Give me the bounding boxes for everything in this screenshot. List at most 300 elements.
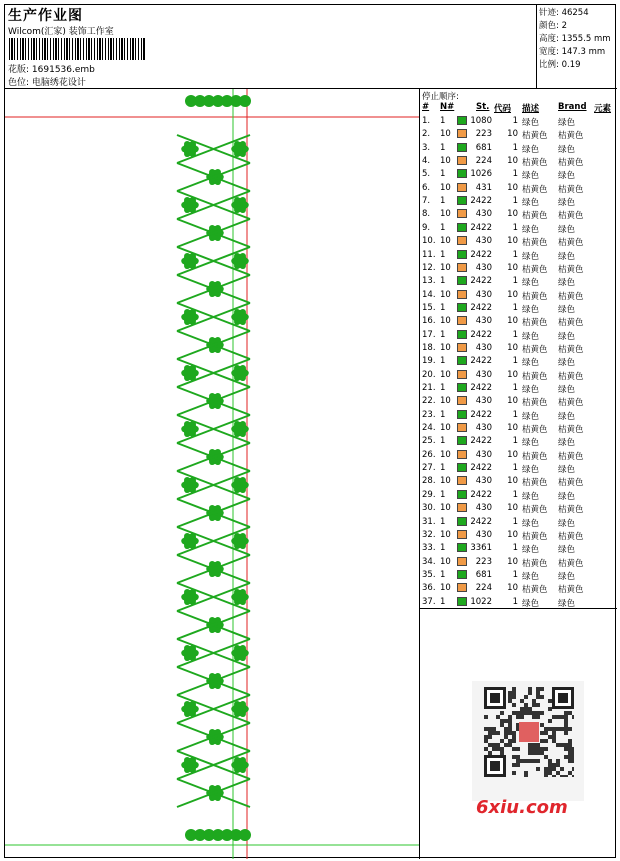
qr-module: [552, 727, 556, 731]
qr-module: [524, 695, 528, 699]
qr-module: [564, 723, 568, 727]
qr-module: [492, 747, 496, 751]
cell-desc: 绿色: [522, 198, 540, 209]
cell-code: 1: [512, 596, 518, 607]
color-swatch: [457, 263, 467, 272]
qr-module: [536, 711, 540, 715]
qr-module: [484, 727, 488, 731]
qr-module: [564, 755, 568, 759]
cell-n: 10: [440, 236, 451, 247]
stat-scale: 比例: 0.19: [539, 60, 581, 70]
cell-desc: 绿色: [522, 251, 540, 262]
stop-sequence-table: [420, 89, 617, 609]
qr-module: [512, 711, 516, 715]
cell-idx: 10.: [422, 236, 436, 247]
cell-idx: 36.: [422, 583, 436, 594]
cell-desc: 桔黄色: [522, 425, 548, 436]
cell-brand: 桔黄色: [558, 264, 584, 275]
qr-module: [508, 727, 512, 731]
cell-st: 2422: [470, 222, 492, 233]
cell-st: 2422: [470, 249, 492, 260]
rosette-petal: [184, 365, 190, 371]
qr-module: [536, 715, 540, 719]
qr-module: [496, 743, 500, 747]
rosette-petal: [184, 477, 190, 483]
rosette-petal: [234, 197, 240, 203]
qr-module: [516, 747, 520, 751]
cell-idx: 22.: [422, 396, 436, 407]
cell-brand: 绿色: [558, 118, 576, 128]
qr-module: [516, 763, 520, 767]
col-idx: #: [422, 102, 430, 112]
qr-module: [528, 687, 532, 691]
cell-code: 1: [512, 516, 518, 527]
cell-n: 1: [440, 116, 446, 126]
table-row: [420, 502, 617, 515]
rosette-petal: [234, 477, 240, 483]
qr-module: [548, 735, 552, 739]
qr-module: [512, 755, 516, 759]
col-brand: Brand: [558, 102, 587, 112]
qr-module: [532, 751, 536, 755]
qr-module: [512, 687, 516, 691]
qr-module: [500, 711, 504, 715]
qr-module: [556, 763, 560, 767]
rosette-petal: [184, 589, 190, 595]
table-row: [420, 382, 617, 395]
cell-code: 10: [507, 423, 518, 434]
table-row: [420, 489, 617, 502]
qr-module: [536, 703, 540, 707]
cell-code: 1: [512, 302, 518, 313]
table-row: [420, 249, 617, 262]
qr-module: [512, 763, 516, 767]
rosette-petal: [184, 757, 190, 763]
cell-code: 1: [512, 409, 518, 420]
color-swatch: [457, 343, 467, 352]
border-scallop: [239, 829, 251, 841]
color-swatch: [457, 543, 467, 552]
qr-module: [528, 711, 532, 715]
cell-st: 430: [475, 503, 492, 514]
cell-n: 10: [440, 529, 451, 540]
cell-idx: 32.: [422, 529, 436, 540]
cell-st: 2422: [470, 356, 492, 367]
qr-module: [488, 727, 492, 731]
table-row: [420, 302, 617, 315]
cell-code: 10: [507, 449, 518, 460]
qr-module: [520, 715, 524, 719]
qr-module: [484, 715, 488, 719]
qr-module: [504, 743, 508, 747]
cell-st: 1022: [470, 596, 492, 607]
qr-module: [536, 743, 540, 747]
cell-code: 1: [512, 116, 518, 126]
cell-st: 2422: [470, 329, 492, 340]
rosette-petal: [234, 421, 240, 427]
cell-n: 1: [440, 516, 446, 527]
cell-st: 430: [475, 449, 492, 460]
color-swatch: [457, 223, 467, 232]
rosette-petal: [240, 431, 246, 437]
border-scallop: [239, 95, 251, 107]
stat-height: 高度: 1355.5 mm: [539, 34, 611, 44]
qr-module: [500, 751, 504, 755]
qr-module: [552, 763, 556, 767]
qr-module: [492, 731, 496, 735]
cell-brand: 桔黄色: [558, 478, 584, 489]
qr-module: [536, 747, 540, 751]
qr-module: [528, 747, 532, 751]
cell-n: 1: [440, 596, 446, 607]
qr-module: [544, 771, 548, 775]
cell-st: 3361: [470, 543, 492, 554]
cell-n: 10: [440, 423, 451, 434]
cell-desc: 桔黄色: [522, 211, 548, 222]
pattern-label: 花版:: [8, 65, 30, 75]
table-row: [420, 516, 617, 529]
cell-idx: 17.: [422, 329, 436, 340]
cell-code: 10: [507, 369, 518, 380]
cell-idx: 24.: [422, 423, 436, 434]
qr-module: [512, 703, 516, 707]
cell-desc: 绿色: [522, 438, 540, 449]
rosette-petal: [240, 421, 246, 427]
cell-st: 223: [475, 129, 492, 140]
qr-module: [540, 747, 544, 751]
cell-brand: 绿色: [558, 251, 576, 262]
cell-desc: 桔黄色: [522, 451, 548, 462]
cell-brand: 绿色: [558, 438, 576, 449]
qr-module: [544, 727, 548, 731]
cell-n: 10: [440, 556, 451, 567]
cell-desc: 桔黄色: [522, 478, 548, 489]
cell-n: 10: [440, 342, 451, 353]
cell-brand: 桔黄色: [558, 505, 584, 516]
color-swatch: [457, 490, 467, 499]
rosette-petal: [240, 645, 246, 651]
qr-module: [560, 775, 564, 777]
cell-idx: 16.: [422, 316, 436, 327]
color-swatch: [457, 436, 467, 445]
table-row: [420, 235, 617, 248]
cell-st: 2422: [470, 409, 492, 420]
qr-module: [496, 747, 500, 751]
table-row: [420, 355, 617, 368]
qr-module: [508, 743, 512, 747]
cell-brand: 绿色: [558, 491, 576, 502]
cell-st: 223: [475, 556, 492, 567]
qr-module: [568, 771, 572, 775]
rosette-petal: [240, 263, 246, 269]
cell-st: 430: [475, 316, 492, 327]
cell-desc: 绿色: [522, 224, 540, 235]
rosette-petal: [209, 225, 215, 231]
cell-st: 430: [475, 236, 492, 247]
cell-n: 10: [440, 129, 451, 140]
stat-width: 宽度: 147.3 mm: [539, 47, 606, 57]
rosette-petal: [209, 617, 215, 623]
table-row: [420, 556, 617, 569]
cell-n: 1: [440, 463, 446, 474]
cell-code: 10: [507, 236, 518, 247]
qr-module: [532, 703, 536, 707]
cell-code: 1: [512, 489, 518, 500]
rosette-petal: [234, 309, 240, 315]
embroidery-pattern-drawing: [5, 89, 420, 859]
table-row: [420, 529, 617, 542]
qr-module: [528, 707, 532, 711]
cell-code: 1: [512, 543, 518, 554]
cell-code: 10: [507, 289, 518, 300]
table-row: [420, 182, 617, 195]
qr-module: [532, 711, 536, 715]
cell-st: 430: [475, 369, 492, 380]
qr-module: [564, 747, 568, 751]
cell-st: 430: [475, 529, 492, 540]
table-row: [420, 369, 617, 382]
qr-module: [488, 735, 492, 739]
cell-brand: 桔黄色: [558, 211, 584, 222]
cell-idx: 37.: [422, 596, 436, 607]
qr-module: [492, 743, 496, 747]
qr-module: [524, 703, 528, 707]
cell-idx: 1.: [422, 116, 431, 126]
cell-st: 430: [475, 423, 492, 434]
color-swatch: [457, 597, 467, 606]
cell-st: 430: [475, 209, 492, 220]
cell-n: 1: [440, 222, 446, 233]
table-row: [420, 155, 617, 168]
brand-logo: 6xiu.com: [476, 797, 568, 818]
table-row: [420, 569, 617, 582]
qr-module: [572, 715, 574, 719]
color-swatch: [457, 183, 467, 192]
qr-module: [572, 759, 574, 763]
qr-module: [548, 771, 552, 775]
cell-n: 1: [440, 569, 446, 580]
qr-module: [508, 691, 512, 695]
color-swatch: [457, 169, 467, 178]
table-row: [420, 208, 617, 221]
qr-module: [556, 743, 560, 747]
qr-module: [496, 715, 500, 719]
color-swatch: [457, 209, 467, 218]
qr-module: [484, 739, 488, 743]
rosette-petal: [240, 375, 246, 381]
rosette-petal: [240, 365, 246, 371]
qr-module: [548, 759, 552, 763]
cell-st: 430: [475, 262, 492, 273]
table-title: 停止顺序:: [422, 92, 459, 102]
cell-code: 1: [512, 196, 518, 207]
qr-module: [508, 699, 512, 703]
cell-idx: 8.: [422, 209, 431, 220]
color-swatch: [457, 517, 467, 526]
rosette-petal: [209, 505, 215, 511]
qr-module: [519, 722, 539, 742]
qr-module: [520, 759, 524, 763]
cell-desc: 绿色: [522, 118, 540, 128]
table-row: [420, 289, 617, 302]
col-code: 代码: [494, 104, 512, 114]
cell-n: 1: [440, 543, 446, 554]
cell-desc: 绿色: [522, 358, 540, 369]
company-name: Wilcom(汇家) 装饰工作室: [8, 27, 114, 37]
cell-brand: 绿色: [558, 171, 576, 182]
cell-code: 10: [507, 396, 518, 407]
table-row: [420, 596, 617, 609]
table-row: [420, 542, 617, 555]
cell-brand: 绿色: [558, 358, 576, 369]
pattern-line: [8, 62, 95, 75]
cell-st: 2422: [470, 302, 492, 313]
qr-module: [508, 715, 512, 719]
table-row: [420, 195, 617, 208]
cell-brand: 绿色: [558, 278, 576, 289]
barcode-icon: [9, 38, 145, 60]
color-swatch: [457, 290, 467, 299]
qr-module: [544, 775, 548, 777]
cell-desc: 绿色: [522, 411, 540, 422]
cell-n: 10: [440, 156, 451, 167]
qr-module: [572, 775, 574, 777]
rosette-petal: [209, 169, 215, 175]
cell-desc: 桔黄色: [522, 344, 548, 355]
color-swatch: [457, 303, 467, 312]
cell-n: 10: [440, 369, 451, 380]
table-row: [420, 262, 617, 275]
qr-module: [548, 719, 552, 723]
col-st: St.: [476, 102, 490, 112]
table-row: [420, 168, 617, 181]
rosette-petal: [184, 421, 190, 427]
qr-module: [536, 687, 540, 691]
cell-code: 1: [512, 383, 518, 393]
cell-desc: 桔黄色: [522, 505, 548, 516]
cell-idx: 12.: [422, 262, 436, 273]
qr-module: [512, 735, 516, 739]
cell-idx: 15.: [422, 302, 436, 313]
rosette-petal: [240, 487, 246, 493]
cell-code: 10: [507, 129, 518, 140]
qr-module: [524, 707, 528, 711]
cell-n: 10: [440, 503, 451, 514]
qr-module: [532, 747, 536, 751]
cell-n: 1: [440, 249, 446, 260]
qr-module: [540, 723, 544, 727]
cell-code: 1: [512, 569, 518, 580]
qr-module: [536, 767, 540, 771]
table-row: [420, 582, 617, 595]
qr-module: [508, 719, 512, 723]
table-row: [420, 462, 617, 475]
cell-code: 1: [512, 356, 518, 367]
qr-module: [516, 759, 520, 763]
cell-desc: 桔黄色: [522, 184, 548, 195]
qr-module: [500, 723, 504, 727]
rosette-petal: [240, 701, 246, 707]
cell-n: 1: [440, 142, 446, 153]
rosette-petal: [234, 757, 240, 763]
watermark-area: [420, 609, 617, 859]
qr-module: [528, 759, 532, 763]
qr-module: [532, 743, 536, 747]
qr-module: [568, 755, 572, 759]
qr-module: [564, 719, 568, 723]
qr-module: [540, 731, 544, 735]
qr-module: [552, 767, 556, 771]
qr-module: [552, 775, 556, 777]
qr-module: [568, 759, 572, 763]
embroidery-preview: [5, 89, 420, 859]
cell-code: 10: [507, 262, 518, 273]
cell-st: 430: [475, 476, 492, 487]
rosette-petal: [240, 767, 246, 773]
qr-module: [544, 731, 548, 735]
cell-brand: 绿色: [558, 571, 576, 582]
cell-brand: 桔黄色: [558, 531, 584, 542]
cell-desc: 桔黄色: [522, 264, 548, 275]
table-row: [420, 422, 617, 435]
rosette-petal: [240, 141, 246, 147]
cell-st: 224: [475, 583, 492, 594]
cell-desc: 绿色: [522, 385, 540, 395]
cell-code: 1: [512, 222, 518, 233]
color-swatch: [457, 530, 467, 539]
qr-module: [490, 761, 500, 771]
colorway-value: 电脑绣花设计: [31, 78, 86, 88]
qr-module: [488, 731, 492, 735]
cell-st: 681: [475, 569, 492, 580]
qr-module: [536, 691, 540, 695]
cell-brand: 绿色: [558, 598, 576, 609]
cell-desc: 绿色: [522, 518, 540, 529]
qr-module: [496, 731, 500, 735]
cell-brand: 桔黄色: [558, 158, 584, 169]
table-row: [420, 342, 617, 355]
qr-module: [524, 771, 528, 775]
cell-idx: 34.: [422, 556, 436, 567]
cell-code: 10: [507, 182, 518, 193]
cell-desc: 绿色: [522, 278, 540, 289]
cell-brand: 绿色: [558, 304, 576, 315]
cell-idx: 13.: [422, 276, 436, 287]
color-swatch: [457, 330, 467, 339]
cell-code: 10: [507, 503, 518, 514]
cell-desc: 绿色: [522, 144, 540, 155]
color-swatch: [457, 316, 467, 325]
cell-n: 10: [440, 449, 451, 460]
qr-module: [560, 743, 564, 747]
qr-module: [564, 715, 568, 719]
qr-module: [556, 715, 560, 719]
qr-module: [504, 727, 508, 731]
cell-idx: 23.: [422, 409, 436, 420]
cell-brand: 桔黄色: [558, 451, 584, 462]
cell-code: 1: [512, 249, 518, 260]
rosette-petal: [240, 655, 246, 661]
cell-st: 430: [475, 342, 492, 353]
rosette-petal: [209, 393, 215, 399]
cell-idx: 25.: [422, 436, 436, 447]
qr-module: [544, 747, 548, 751]
rosette-petal: [240, 757, 246, 763]
rosette-petal: [234, 645, 240, 651]
cell-n: 1: [440, 196, 446, 207]
table-row: [420, 142, 617, 155]
cell-code: 1: [512, 142, 518, 153]
